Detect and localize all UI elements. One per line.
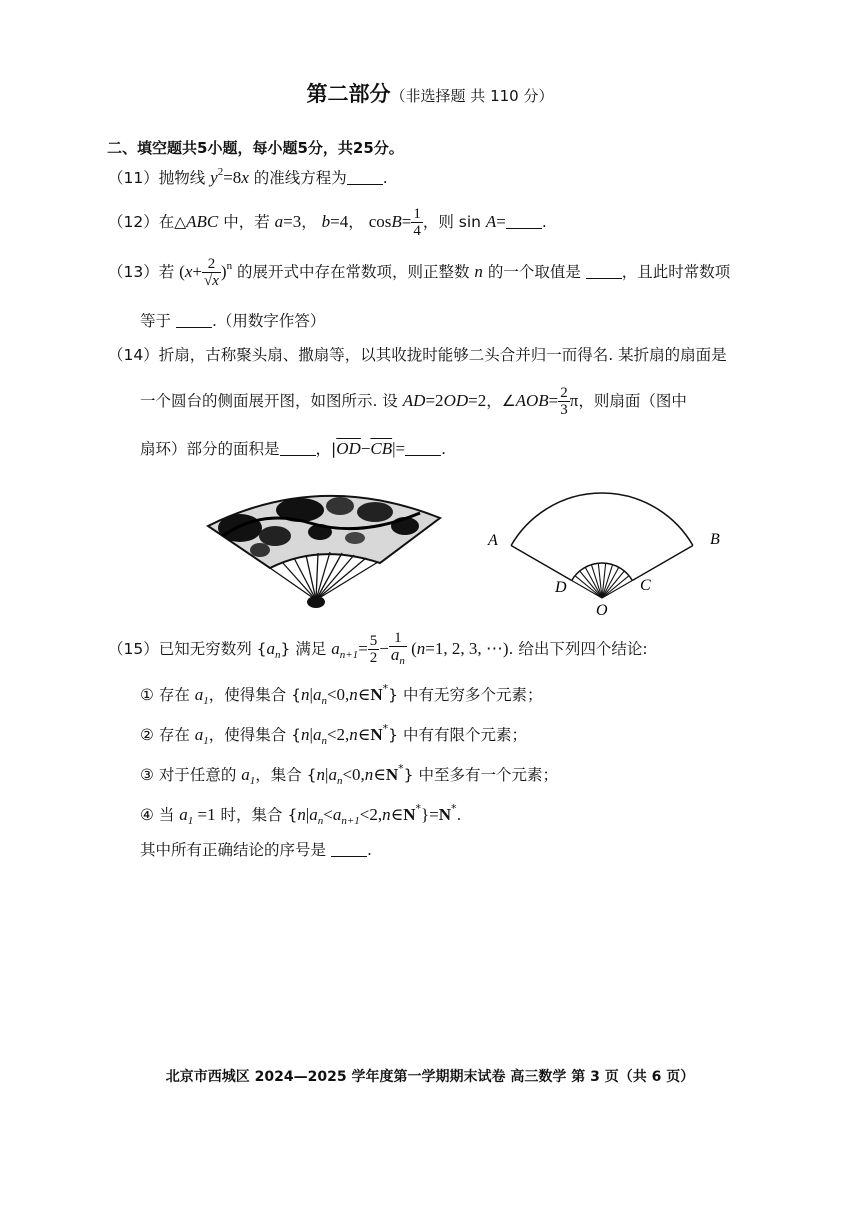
question-14-line-2: 一个圆台的侧面展开图，如图所示. 设 AD=2OD=2，∠AOB= $\frac{2}{3}$ π，则扇面（图中 bbox=[140, 385, 687, 418]
conclusion-1: ① 存在 $a_1$，使得集合 $\{n|a_n<0,n\in N^*\}$ 中有无穷多个元素； bbox=[140, 682, 543, 707]
question-11: （11）抛物线 $y^2=8x$ 的准线方程为 . bbox=[108, 166, 388, 187]
answer-blank[interactable] bbox=[176, 313, 212, 328]
label-o: O bbox=[596, 602, 608, 619]
question-13-line-2: 等于 .（用数字作答） bbox=[140, 312, 326, 330]
question-12: （12）在△ABC 中，若 a=3， b=4， cosB= $\frac{1}{4}$ ，则 sin A= . bbox=[108, 206, 547, 239]
page-footer: 北京市西城区 2024—2025 学年度第一学期期末试卷 高三数学 第 3 页（共 6 页） bbox=[165, 1069, 695, 1085]
question-14-line-1: （14）折扇，古称聚头扇、撒扇等，以其收拢时能够二头合并归一而得名. 某折扇的扇面是 bbox=[108, 346, 727, 364]
question-15-stem: （15）已知无穷数列 $\{a_n\}$ 满足 $a_{n+1}=$ $\frac{5}{2}$ − $\frac{1}{a_n}$ (n=1, 2, 3, ⋯). 给出下列四个结论: bbox=[108, 630, 648, 667]
page-title bbox=[0, 78, 860, 108]
label-d: D bbox=[555, 579, 567, 596]
outer-arc-ab bbox=[511, 493, 693, 545]
question-13-line-1: （13）若 (x+ $\frac{2}{√x}$ )$^n$ 的展开式中存在常数项，则正整数 n 的一个取值是 ，且此时常数项 bbox=[108, 256, 731, 289]
section-heading: 二、填空题共5小题，每小题5分，共25分。 bbox=[107, 139, 404, 157]
final-prompt: 其中所有正确结论的序号是 . bbox=[140, 841, 372, 859]
conclusion-2: ② 存在 $a_1$，使得集合 $\{n|a_n<2,n\in N^*\}$ 中有有限个元素； bbox=[140, 722, 527, 747]
label-a: A bbox=[488, 532, 498, 549]
label-b: B bbox=[710, 531, 720, 548]
answer-blank[interactable] bbox=[347, 170, 383, 185]
part-title: 第二部分 bbox=[306, 82, 391, 106]
answer-blank[interactable] bbox=[331, 842, 367, 857]
label-c: C bbox=[640, 577, 651, 594]
fan-ring-diagram bbox=[482, 470, 742, 620]
folding-fan-photo bbox=[200, 488, 450, 613]
segment-bc bbox=[632, 546, 693, 581]
answer-blank[interactable] bbox=[405, 441, 441, 456]
part-subtitle: （非选择题 共 110 分） bbox=[390, 87, 554, 105]
answer-blank[interactable] bbox=[280, 441, 316, 456]
conclusion-4: ④ 当 $a_1 =1$ 时，集合 $\{n|a_n<a_{n+1}<2,n\in N^*\}=N^*$. bbox=[140, 802, 462, 827]
answer-blank[interactable] bbox=[586, 264, 622, 279]
answer-blank[interactable] bbox=[506, 214, 542, 229]
segment-ad bbox=[511, 546, 572, 581]
conclusion-3: ③ 对于任意的 $a_1$，集合 $\{n|a_n<0,n\in N^*\}$ 中至多有一个元素； bbox=[140, 762, 558, 787]
question-14-line-3: 扇环）部分的面积是 ，$|\overline{OD}-\overline{CB}|=$ . bbox=[140, 439, 447, 458]
